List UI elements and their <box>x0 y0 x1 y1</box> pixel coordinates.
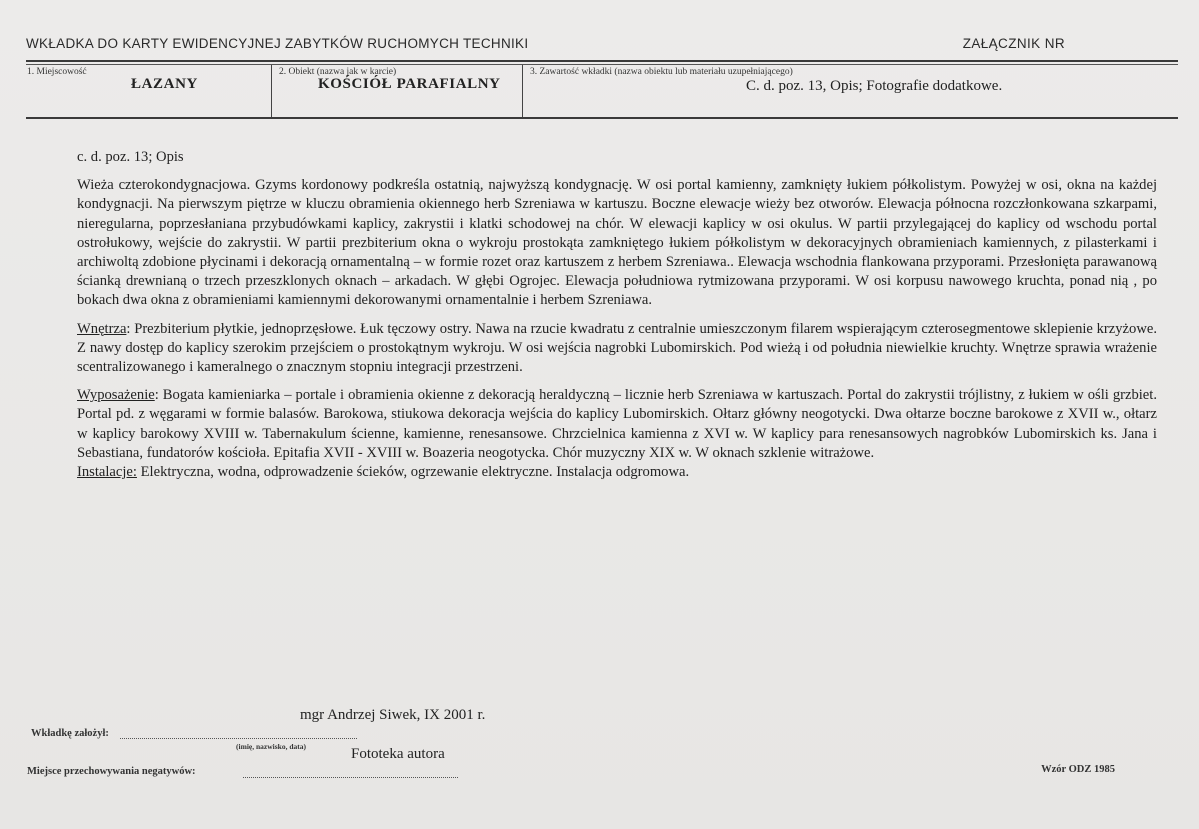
field-divider <box>522 65 523 117</box>
interior-text: : Prezbiterium płytkie, jednoprzęsłowe. Łuk tęczowy ostry. Nawa na rzucie kwadratu z centralnie umieszczonym filarem wspierającym czterosegmentowe sklepienie krzyżowe. Z nawy dostęp do kaplicy szerokim przejściem o prostokątnym wykroju. W osi wejścia nagrobki Lubomirskich. Pod wieżą i od południa niewielkie kruchty. Wnętrze sprawia wrażenie scentralizowanego i kameralnego o znacznym stopniu integracji przestrzeni. <box>77 320 1157 376</box>
form-code: Wzór ODZ 1985 <box>1041 764 1115 775</box>
furnishings-heading: Wyposażenie <box>77 387 155 404</box>
installations-paragraph <box>77 463 1157 482</box>
body-subtitle: c. d. poz. 13; Opis <box>77 149 184 165</box>
interior-paragraph <box>77 320 1157 378</box>
field-locality-value: ŁAZANY <box>131 76 198 92</box>
created-by-line <box>120 738 357 739</box>
field-locality-label: 1. Miejscowość <box>27 67 87 77</box>
installations-text: Elektryczna, wodna, odprowadzenie ścieków, ogrzewanie elektryczne. Instalacja odgromowa. <box>136 464 690 481</box>
card-title: WKŁADKA DO KARTY EWIDENCYJNEJ ZABYTKÓW RUCHOMYCH TECHNIKI <box>26 36 529 51</box>
attachment-number-label: ZAŁĄCZNIK NR <box>962 36 1065 51</box>
field-contents-value: C. d. poz. 13, Opis; Fotografie dodatkowe. <box>746 78 1003 94</box>
storage-value: Fototeka autora <box>351 746 445 762</box>
installations-heading: Instalacje: <box>77 464 137 481</box>
furnishings-text: : Bogata kamieniarka – portale i obramienia okienne z dekoracją heraldyczną – licznie herb Szreniawa w kartuszach. Portal do zakrystii trójlistny, z łukiem w ośli grzbiet. Portal pd. z węgarami w formie balasów. Barokowa, stiukowa dekoracja wejścia do kaplicy Lubomirskich. Ołtarz główny neogotycki. Dwa ołtarze boczne barokowe z XVII w., ołtarz w kaplicy barokowy XVIII w. Tabernakulum ścienne, kamienne, renesansowe. Chrzcielnica kamienna z XVI w. W kaplicy para renesansowych nagrobków Lubomirskich ks. Jana i Sebastiana, fundatorów kościoła. Epitafia XVII - XVIII w. Boazeria neogotycka. Chór muzyczny XIX w. W oknach szklenie witrażowe. <box>77 387 1157 461</box>
field-divider <box>271 65 272 117</box>
fields-bottom-rule <box>26 117 1178 119</box>
storage-label: Miejsce przechowywania negatywów: <box>27 766 196 777</box>
interior-heading: Wnętrza <box>77 320 127 337</box>
field-object-label: 2. Obiekt (nazwa jak w karcie) <box>279 67 397 77</box>
field-object-value: KOŚCIÓŁ PARAFIALNY <box>318 76 501 92</box>
storage-line <box>243 777 458 778</box>
description-body <box>77 148 1157 482</box>
created-by-hint: (imię, nazwisko, data) <box>236 742 306 751</box>
created-by-label: Wkładkę założył: <box>31 728 109 739</box>
header-rule-thin <box>26 64 1178 65</box>
header-rule <box>26 60 1178 62</box>
field-contents-label: 3. Zawartość wkładki (nazwa obiektu lub materiału uzupełniającego) <box>530 67 793 77</box>
author-signature: mgr Andrzej Siwek, IX 2001 r. <box>300 707 486 723</box>
exterior-paragraph: Wieża czterokondygnacjowa. Gzyms kordonowy podkreśla ostatnią, najwyższą kondygnację. W osi portal kamienny, zamknięty łukiem półkolistym. Powyżej w osi, okna na każdej kondygnacji. Na pierwszym piętrze w kluczu obramienia okiennego herb Szreniawa w kartuszu. Boczne elewacje wieży bez otworów. Elewacja północna rozczłonkowana szkarpami, nieregularna, poprzesłaniana przybudówkami kaplicy, zakrystii i klatki schodowej na chór. W elewacji kaplicy w osi okulus. W partii przylegającej do kaplicy od wschodu portal ostrołukowy, wejście do zakrystii. W partii prezbiterium okna o wykroju prostokąta zamkniętego łukiem półkolistym w dekoracyjnych obramieniach kamiennych, z pilasterkami i archiwoltą zdobione płycinami i dekoracją ornamentalną – w formie rozet oraz kartuszem z herbem Szreniawa.. Elewacja wschodnia flankowana przyporami. Przesłonięta parawanową ścianką drewnianą o trzech przeszklonych oknach – arkadach. W głębi Ogrojec. Elewacja południowa rytmizowana przyporami. W osi korpusu nawowego kruchta, ponad nią , po bokach dwa okna z obramieniami kamiennymi dekorowanymi ornamentalnie i herbem Szreniawa. <box>77 177 1157 309</box>
furnishings-paragraph <box>77 386 1157 463</box>
